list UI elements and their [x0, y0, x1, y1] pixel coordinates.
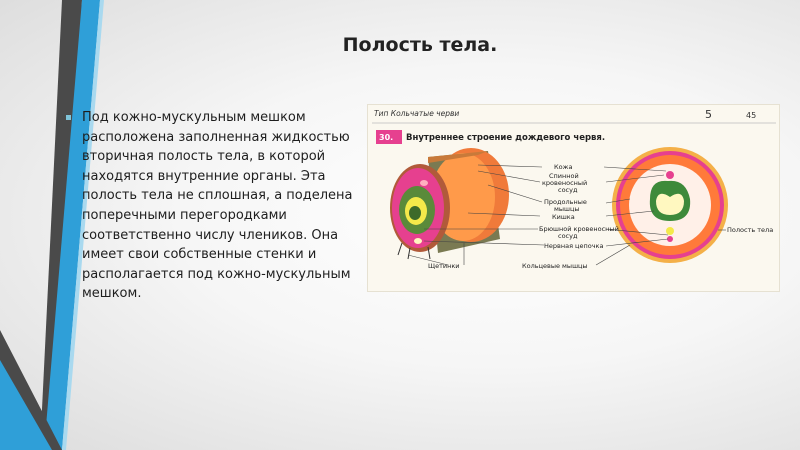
label-nerve-chain: Нервная цепочка	[544, 242, 604, 250]
figure-number: 30.	[379, 133, 394, 142]
figure-header-left: Тип Кольчатые черви	[374, 109, 460, 118]
label-long-muscles-1: Продольные	[544, 198, 587, 206]
figure-title: Внутреннее строение дождевого червя.	[406, 133, 606, 143]
worm-anatomy-figure	[367, 104, 780, 292]
label-long-muscles-2: мышцы	[554, 205, 580, 213]
label-ventral-vessel-2: сосуд	[558, 232, 578, 240]
body-text-block	[66, 108, 366, 304]
label-body-cavity: Полость тела	[727, 226, 774, 234]
label-ring-muscles: Кольцевые мышцы	[522, 262, 588, 270]
label-setae: Щетинки	[428, 262, 460, 270]
slide-title: Полость тела.	[342, 34, 498, 56]
bullet-icon	[66, 115, 71, 120]
label-dorsal-vessel-3: сосуд	[558, 186, 578, 194]
figure-page-number: 45	[746, 111, 757, 120]
label-dorsal-vessel-1: Спинной	[549, 172, 579, 180]
worm-section-drawing	[390, 148, 509, 259]
label-gut: Кишка	[552, 213, 575, 221]
label-dorsal-vessel-2: кровеносный	[542, 179, 588, 187]
body-paragraph: Под кожно-мускульным мешком расположена заполненная жидкостью вторичная полость тела, в которой находятся внутренние органы. Эта полость тела не сплошная, а поделена поперечными перегородками соответственно числу члеников. Она имеет свои собственные стенки и располагается под кожно-мускульным мешком.	[82, 110, 353, 302]
figure-header-mark: 5	[705, 108, 712, 121]
label-skin: Кожа	[554, 163, 573, 171]
label-ventral-vessel-1: Брюшной кровеносный	[539, 225, 619, 233]
